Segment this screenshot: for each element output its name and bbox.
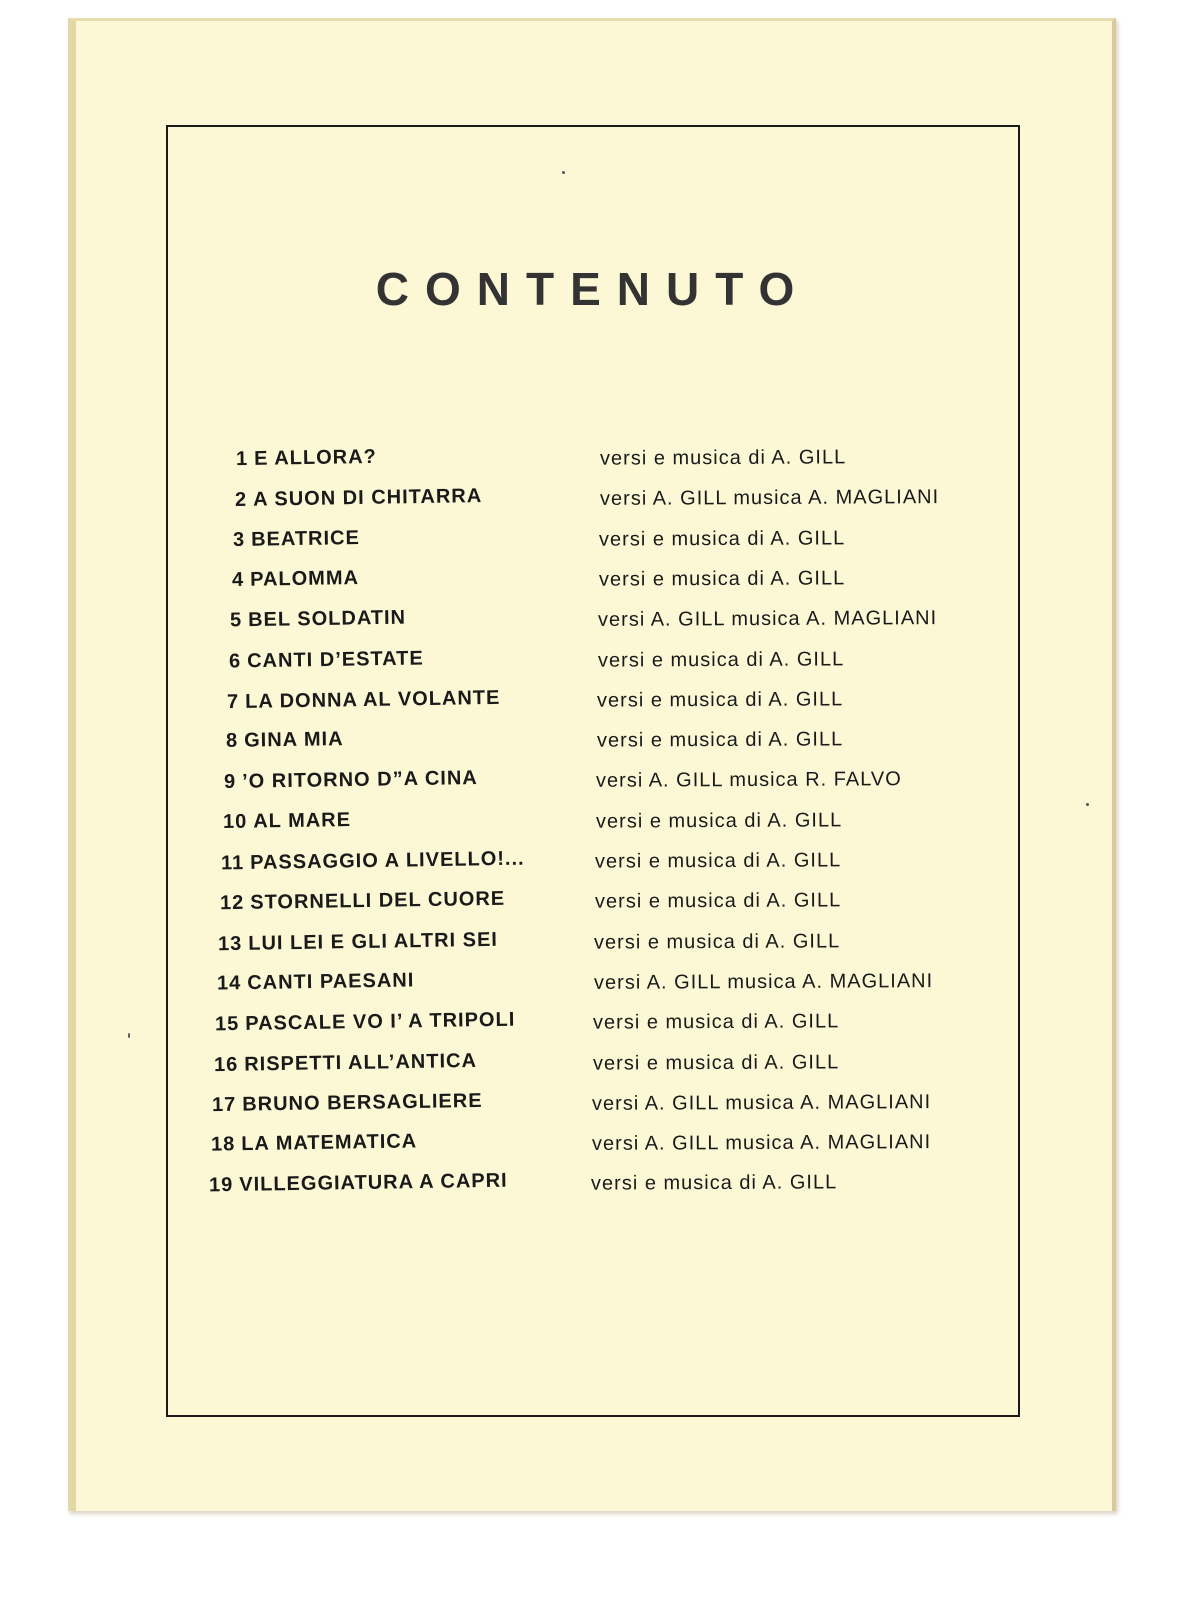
toc-credits: versi e musica di A. GILL [593,929,841,954]
toc-title: PASSAGGIO A LIVELLO!... [249,847,525,874]
toc-row [168,1049,1018,1092]
toc-credits: versi e musica di A. GILL [594,849,842,873]
toc-credits: versi e musica di A. GILL [592,1010,840,1034]
toc-row [168,646,1018,689]
toc-song-title [230,607,406,633]
toc-number: 6 [228,649,241,673]
toc-number: 8 [225,729,238,753]
toc-song-title [219,888,505,915]
toc-title: AL MARE [252,808,351,833]
toc-title: GINA MIA [243,728,344,752]
toc-song-title [228,647,423,673]
toc-row [168,769,1018,809]
toc-credits: versi e musica di A. GILL [596,688,844,712]
toc-number: 4 [231,568,244,591]
scan-speck [128,1033,130,1038]
toc-song-title [224,767,478,794]
toc-number: 11 [220,852,245,875]
toc-credits: versi e musica di A. GILL [595,809,842,833]
toc-title: PASCALE VO I’ A TRIPOLI [245,1008,516,1036]
toc-song-title [222,809,350,834]
toc-number: 1 [235,447,249,471]
toc-number: 2 [234,489,247,512]
toc-song-title [234,485,482,512]
toc-number: 13 [217,932,243,955]
toc-credits: versi e musica di A. GILL [590,1171,838,1196]
toc-title: ’O RITORNO D”A CINA [241,767,478,794]
scan-speck [562,171,565,174]
toc-number: 18 [210,1133,235,1156]
toc-credits: versi A. GILL musica A. MAGLIANI [599,486,939,511]
toc-row [168,447,1018,487]
scan-speck [1086,803,1089,806]
toc-row [168,608,1018,648]
toc-title: VILLEGGIATURA A CAPRI [239,1170,508,1197]
toc-title: STORNELLI DEL CUORE [249,888,505,915]
toc-song-title [216,969,414,995]
toc-number: 10 [222,810,247,833]
toc-row [168,568,1018,608]
toc-number: 19 [208,1174,234,1197]
toc-title: LA MATEMATICA [240,1130,417,1156]
toc-row [168,847,1018,890]
toc-credits: versi e musica di A. GILL [592,1050,839,1075]
toc-number: 7 [226,690,240,713]
toc-row [168,1172,1018,1212]
toc-row [168,1132,1018,1172]
toc-credits: versi A. GILL musica R. FALVO [595,768,902,793]
toc-song-title [233,527,360,552]
toc-song-title [227,687,501,714]
toc-credits: versi e musica di A. GILL [599,446,847,470]
toc-title: BRUNO BERSAGLIERE [242,1089,483,1116]
toc-number: 14 [216,972,241,995]
toc-credits: versi A. GILL musica A. MAGLIANI [591,1090,932,1115]
toc-number: 12 [219,892,244,915]
content-frame [166,125,1020,1417]
toc-credits: versi e musica di A. GILL [598,526,846,551]
toc-number: 15 [214,1013,240,1036]
toc-song-title [231,567,358,592]
toc-song-title [225,728,343,753]
toc-row [168,487,1018,527]
toc-number: 9 [223,771,237,794]
toc-number: 5 [229,609,243,632]
toc-credits: versi A. GILL musica A. MAGLIANI [591,1131,931,1155]
toc-row [168,971,1018,1011]
toc-title: BEL SOLDATIN [247,606,407,632]
toc-number: 17 [211,1093,237,1116]
toc-credits: versi e musica di A. GILL [598,567,845,591]
toc-song-title [215,1009,516,1037]
toc-row [168,890,1018,930]
toc-song-title [212,1090,483,1117]
toc-title: CANTI D’ESTATE [246,646,424,672]
toc-title: LA DONNA AL VOLANTE [244,686,501,713]
toc-row [168,686,1018,729]
toc-title: RISPETTI ALL’ANTICA [243,1049,477,1076]
toc-title: BEATRICE [250,526,361,551]
toc-credits: versi A. GILL musica A. MAGLIANI [597,607,938,632]
toc-song-title [209,1170,508,1198]
toc-song-title [213,1049,476,1076]
toc-number: 16 [213,1053,238,1076]
toc-row [168,729,1018,769]
toc-title: CANTI PAESANI [246,969,414,994]
toc-credits: versi e musica di A. GILL [594,889,841,913]
toc-song-title [221,848,525,876]
toc-row [168,1089,1018,1132]
toc-row [168,528,1018,568]
toc-title: PALOMMA [249,566,359,591]
toc-title: LUI LEI E GLI ALTRI SEI [248,928,499,955]
toc-number: 3 [232,528,246,551]
toc-credits: versi A. GILL musica A. MAGLIANI [593,970,933,994]
toc-song-title [210,1130,417,1156]
toc-title: A SUON DI CHITARRA [252,485,482,511]
toc-credits: versi e musica di A. GILL [596,728,843,752]
toc-row [168,1008,1018,1051]
toc-row [168,928,1018,971]
page-title: CONTENUTO [375,263,811,315]
toc-title: E ALLORA? [253,445,377,470]
toc-song-title [218,928,498,955]
toc-song-title [236,446,377,471]
toc-row [168,810,1018,850]
scanned-page [68,18,1116,1511]
toc-credits: versi e musica di A. GILL [597,647,844,672]
